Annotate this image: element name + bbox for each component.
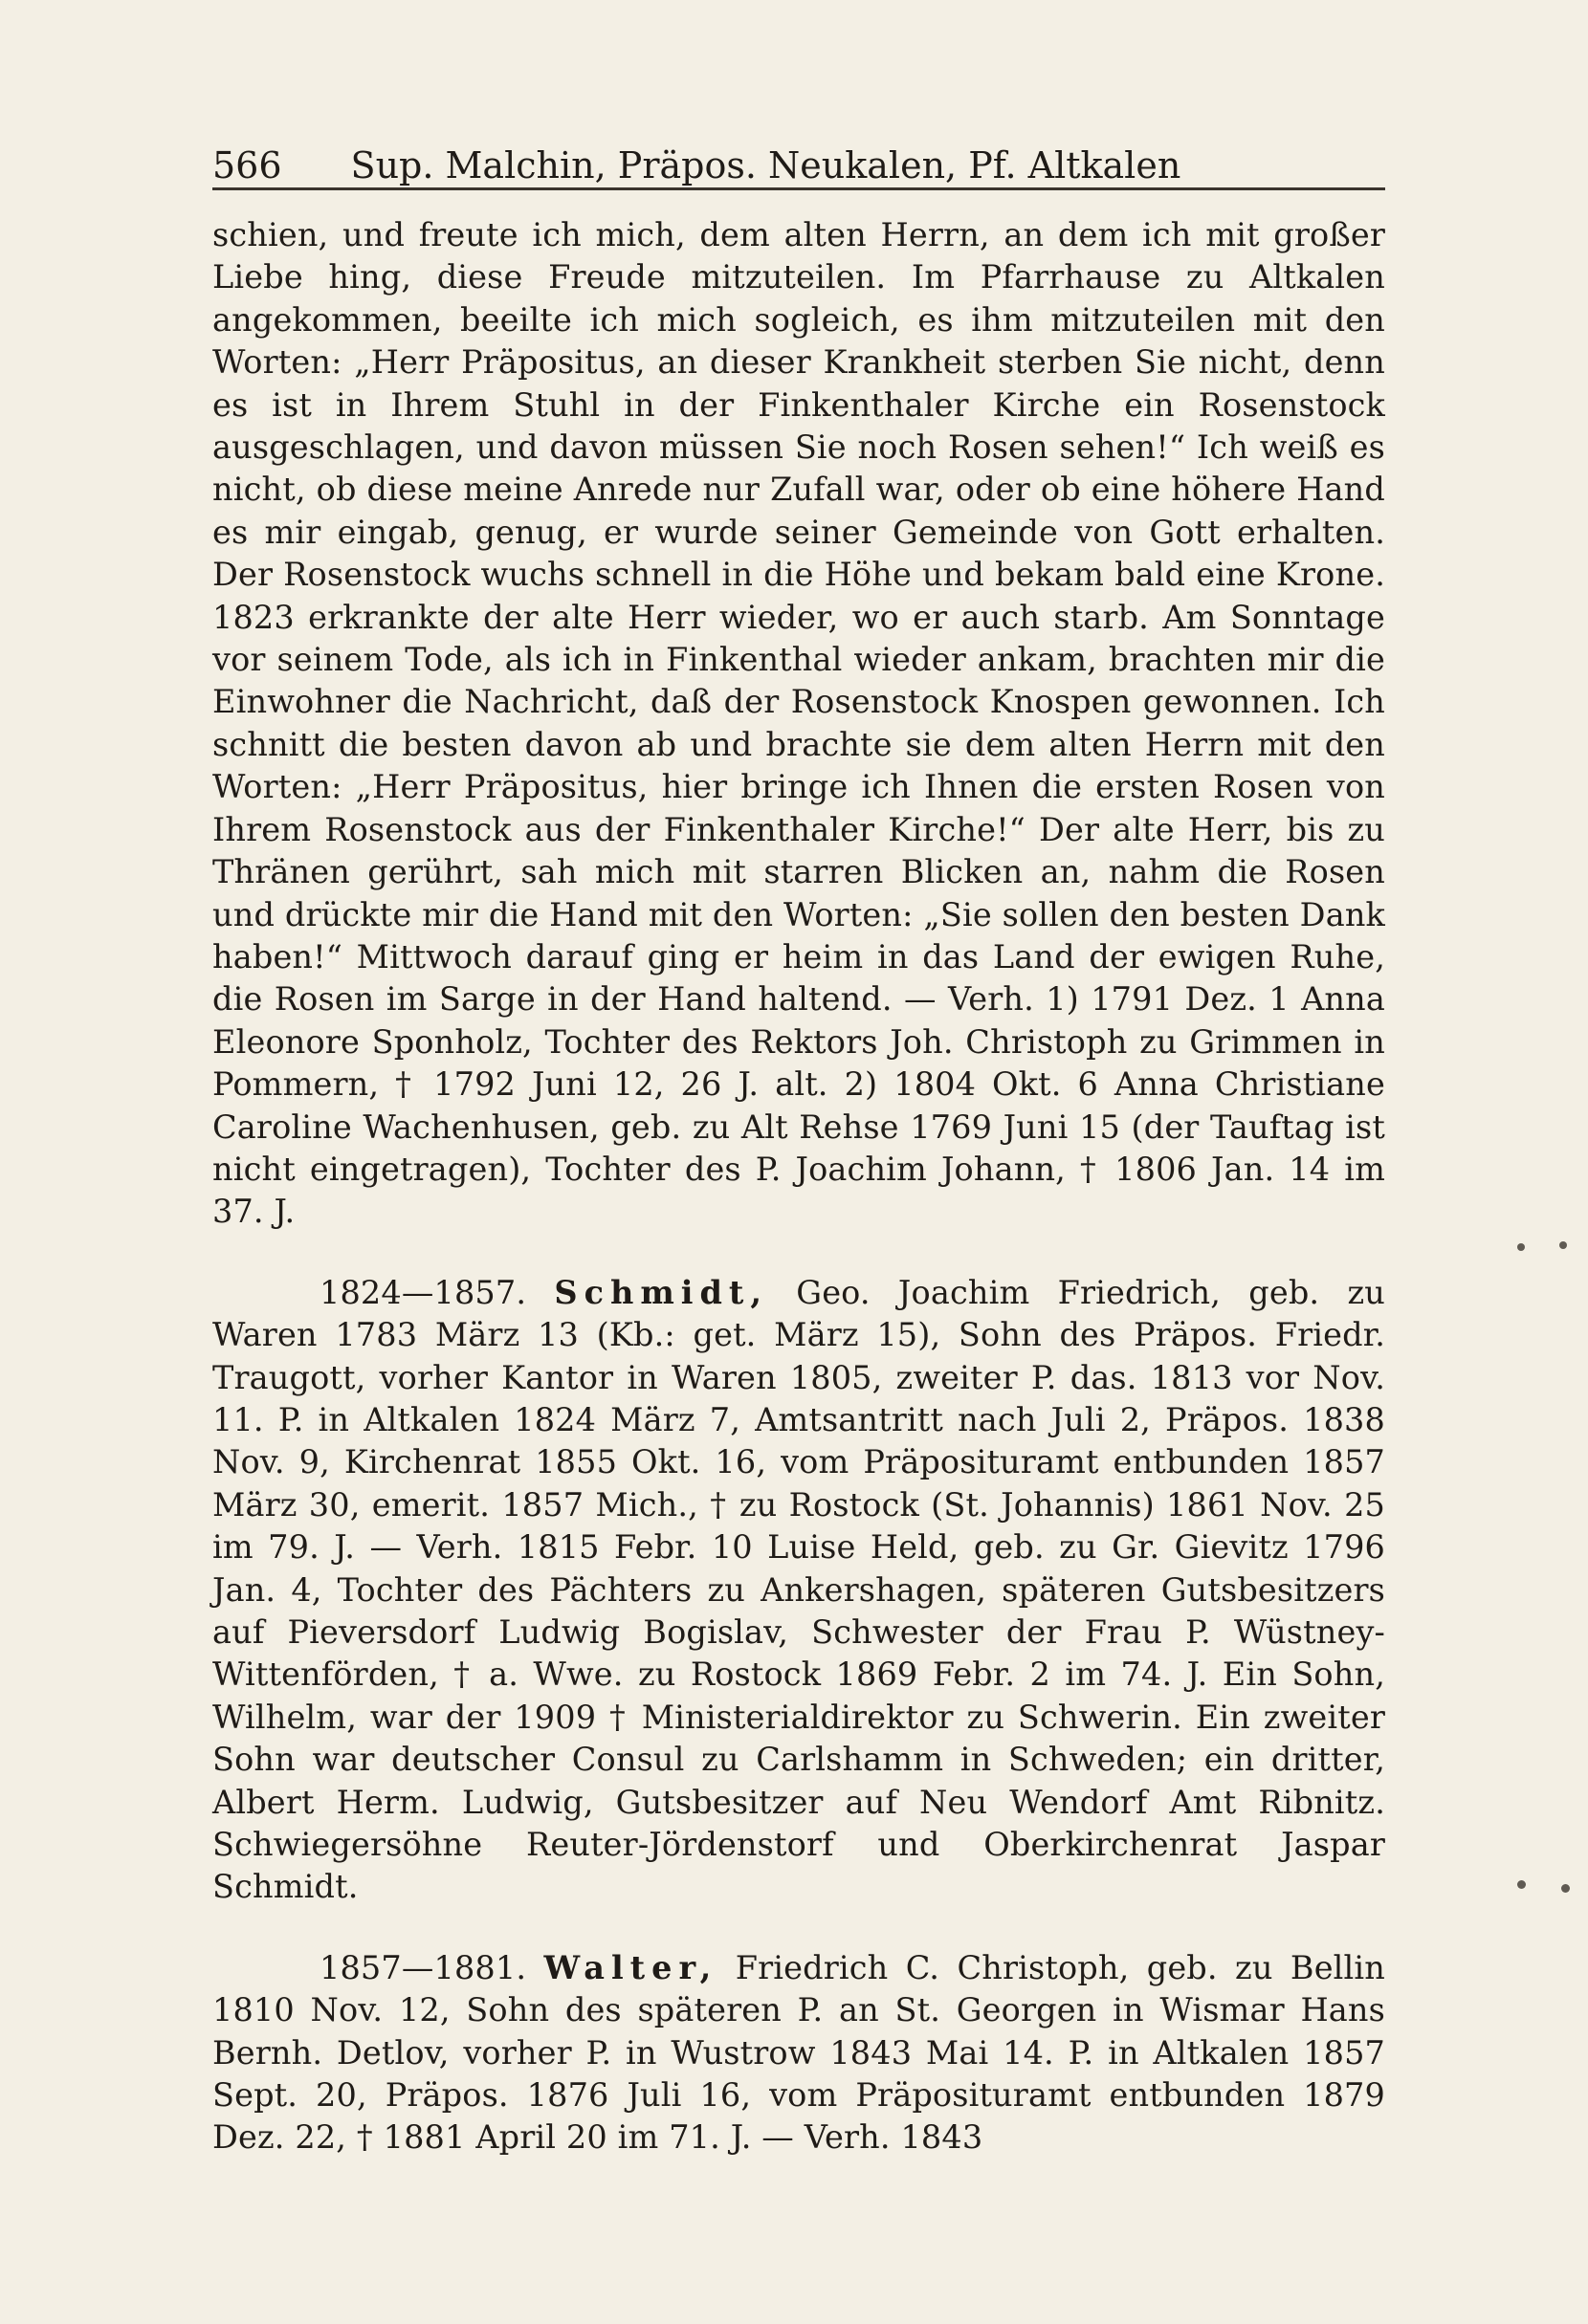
entry-text: Friedrich C. Christoph, geb. zu Bellin 1810 Nov. 12, Sohn des späteren P. an St. Georgen in Wismar Hans Bernh. Detlov, vorher P. in Wustrow 1843 Mai 14. P. in Altkalen 1857 Sept. 20, Präpos. 1876 Juli 16, vom Präposituramt entbunden 1879 Dez. 22, † 1881 April 20 im 71. J. — Verh. 1843: [212, 1948, 1385, 2157]
entry-years: 1824—1857.: [320, 1273, 527, 1311]
page-body: [212, 214, 1385, 2160]
entry-walter: [212, 1947, 1385, 2160]
entry-years: 1857—1881.: [320, 1948, 527, 1986]
entry-surname: Schmidt,: [554, 1273, 769, 1311]
margin-speck: [1559, 1241, 1567, 1249]
paragraph-continuation: schien, und freute ich mich, dem alten Herrn, an dem ich mit großer Liebe hing, diese Freude mitzuteilen. Im Pfarrhause zu Altkalen angekommen, beeilte ich mich sogleich, es ihm mitzuteilen mit den Worten: „Herr Präpositus, an dieser Krankheit sterben Sie nicht, denn es ist in Ihrem Stuhl in der Finkenthaler Kirche ein Rosenstock ausgeschlagen, und davon müssen Sie noch Rosen sehen!“ Ich weiß es nicht, ob diese meine Anrede nur Zufall war, oder ob eine höhere Hand es mir eingab, genug, er wurde seiner Gemeinde von Gott erhalten. Der Rosenstock wuchs schnell in die Höhe und bekam bald eine Krone. 1823 erkrankte der alte Herr wieder, wo er auch starb. Am Sonntage vor seinem Tode, als ich in Finkenthal wieder ankam, brachten mir die Einwohner die Nachricht, daß der Rosenstock Knospen gewonnen. Ich schnitt die besten davon ab und brachte sie dem alten Herrn mit den Worten: „Herr Präpositus, hier bringe ich Ihnen die ersten Rosen von Ihrem Rosenstock aus der Finkenthaler Kirche!“ Der alte Herr, bis zu Thränen gerührt, sah mich mit starren Blicken an, nahm die Rosen und drückte mir die Hand mit den Worten: „Sie sollen den besten Dank haben!“ Mittwoch darauf ging er heim in das Land der ewigen Ruhe, die Rosen im Sarge in der Hand haltend. — Verh. 1) 1791 Dez. 1 Anna Eleonore Sponholz, Tochter des Rektors Joh. Christoph zu Grimmen in Pommern, † 1792 Juni 12, 26 J. alt. 2) 1804 Okt. 6 Anna Christiane Caroline Wachenhusen, geb. zu Alt Rehse 1769 Juni 15 (der Tauftag ist nicht eingetragen), Tochter des P. Joachim Johann, † 1806 Jan. 14 im 37. J.: [212, 216, 1385, 1231]
page-number: 566: [212, 144, 282, 186]
margin-speck: [1517, 1243, 1525, 1251]
running-title: Sup. Malchin, Präpos. Neukalen, Pf. Altkalen: [350, 144, 1181, 186]
margin-speck: [1561, 1884, 1570, 1893]
header-rule: [212, 187, 1385, 190]
entry-surname: Walter,: [543, 1948, 718, 1986]
entry-schmidt: [212, 1272, 1385, 1909]
margin-speck: [1517, 1880, 1526, 1889]
running-header: [212, 132, 1385, 184]
entry-text: Geo. Joachim Friedrich, geb. zu Waren 1783 März 13 (Kb.: get. März 15), Sohn des Präpos. Friedr. Traugott, vorher Kantor in Waren 1805, zweiter P. das. 1813 vor Nov. 11. P. in Altkalen 1824 März 7, Amtsantritt nach Juli 2, Präpos. 1838 Nov. 9, Kirchenrat 1855 Okt. 16, vom Präposituramt entbunden 1857 März 30, emerit. 1857 Mich., † zu Rostock (St. Johannis) 1861 Nov. 25 im 79. J. — Verh. 1815 Febr. 10 Luise Held, geb. zu Gr. Gievitz 1796 Jan. 4, Tochter des Pächters zu Ankershagen, späteren Gutsbesitzers auf Pieversdorf Ludwig Bogislav, Schwester der Frau P. Wüstney-Wittenförden, † a. Wwe. zu Rostock 1869 Febr. 2 im 74. J. Ein Sohn, Wilhelm, war der 1909 † Ministerialdirektor zu Schwerin. Ein zweiter Sohn war deutscher Consul zu Carlshamm in Schweden; ein dritter, Albert Herm. Ludwig, Gutsbesitzer auf Neu Wendorf Amt Ribnitz. Schwiegersöhne Reuter-Jördenstorf und Oberkirchenrat Jaspar Schmidt.: [212, 1273, 1385, 1906]
